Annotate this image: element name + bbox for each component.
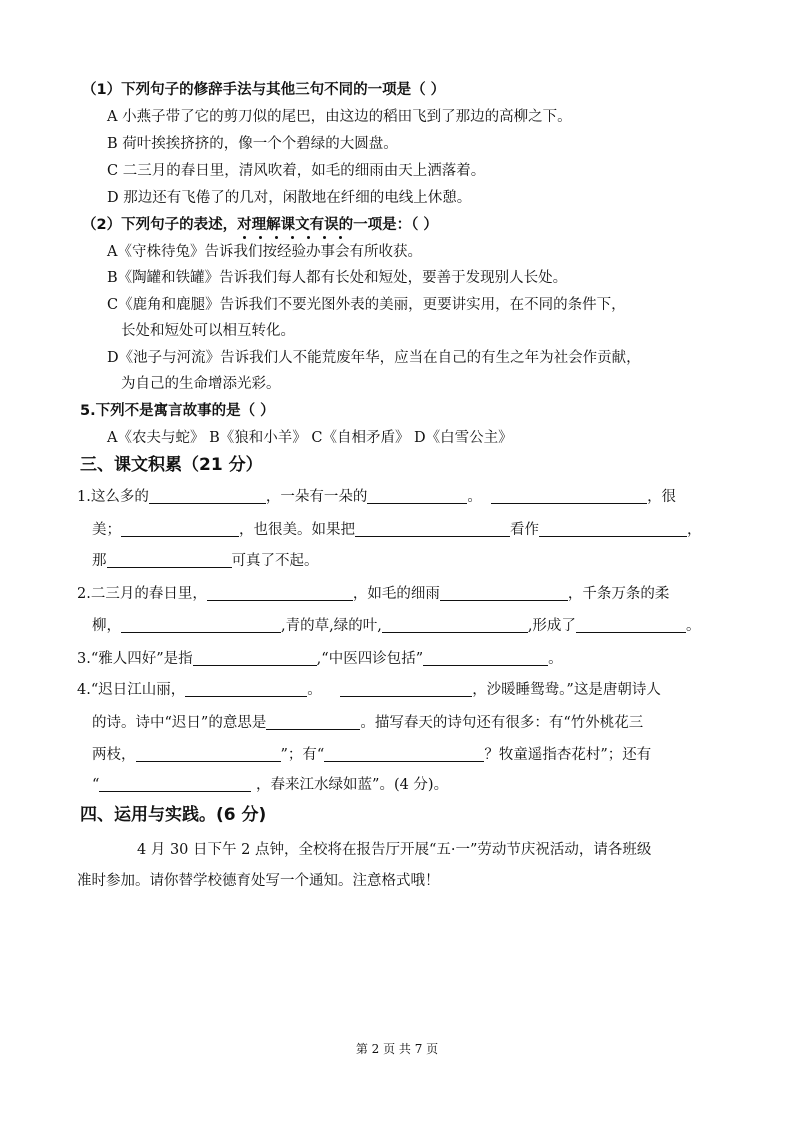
answer-blank[interactable]: [193, 649, 317, 666]
fill-item-1-text-8: ，: [687, 522, 702, 538]
section-4-prompt-line1: 4 月 30 日下午 2 点钟，全校将在报告厅开展“五·一”劳动节庆祝活动，请各班级: [137, 842, 652, 858]
answer-blank[interactable]: [121, 520, 239, 537]
fill-item-1-text-6: ，也很美。如果把: [239, 522, 355, 538]
fill-item-1-text-7: 看作: [510, 522, 539, 538]
question-2-title-start: （2）下列句子的表述，: [82, 217, 238, 233]
answer-blank[interactable]: [121, 616, 281, 633]
fill-item-4-line4: [92, 775, 448, 795]
fill-item-1-text-3: 。: [467, 489, 482, 505]
fill-item-2-text-6: ,形成了: [527, 618, 576, 634]
fill-item-1-text-2: ，一朵有一朵的: [265, 489, 368, 505]
question-2-option-d-line2: 为自己的生命增添光彩。: [121, 376, 281, 392]
question-2-option-b: B《陶罐和铁罐》告诉我们每人都有长处和短处，要善于发现别人长处。: [107, 270, 568, 286]
fill-item-4-text-4: 的诗。诗中“迟日”的意思是: [92, 715, 267, 731]
answer-blank[interactable]: [382, 616, 528, 633]
answer-blank[interactable]: [149, 487, 266, 504]
question-2-title-end: 的一项是：（ ）: [338, 217, 438, 233]
fill-item-2-text-3: ，千条万条的柔: [567, 586, 670, 602]
fill-item-2-text-5: ,青的草,绿的叶,: [281, 618, 382, 634]
question-2-title: [82, 215, 438, 235]
answer-blank[interactable]: [355, 520, 510, 537]
fill-item-1-line2: [92, 520, 702, 540]
fill-item-1-text-9: 那: [92, 553, 107, 569]
answer-blank[interactable]: [136, 745, 281, 762]
answer-blank[interactable]: [107, 551, 232, 568]
fill-item-1-line1: [77, 487, 676, 507]
fill-item-4-text-8: ？牧童遥指杏花村”；还有: [484, 747, 652, 763]
fill-item-2-text-2: ，如毛的细雨: [352, 586, 440, 602]
answer-blank[interactable]: [367, 487, 467, 504]
question-2-option-d-line1: D《池子与河流》告诉我们人不能荒废年华，应当在自己的有生之年为社会作贡献，: [107, 350, 641, 366]
answer-blank[interactable]: [576, 616, 686, 633]
answer-blank[interactable]: [324, 745, 484, 762]
fill-item-3-text-3: 。: [548, 651, 563, 667]
question-2-option-a: A《守株待兔》告诉我们按经验办事会有所收获。: [107, 244, 422, 260]
page-number: 第 2 页 共 7 页: [355, 1042, 439, 1056]
section-4-prompt-line2: 准时参加。请你替学校德育处写一个通知。注意格式哦！: [77, 873, 440, 889]
fill-item-4-text-9: “: [92, 777, 100, 793]
fill-item-3-text-1: 3.“雅人四好”是指: [77, 651, 193, 667]
answer-blank[interactable]: [266, 713, 360, 730]
answer-blank[interactable]: [185, 680, 307, 697]
fill-item-2-text-7: 。: [685, 618, 701, 634]
fill-item-4-text-10: ，春来江水绿如蓝”。(4 分)。: [256, 777, 449, 793]
answer-blank[interactable]: [539, 520, 687, 537]
answer-blank[interactable]: [491, 487, 647, 504]
answer-blank[interactable]: [99, 775, 251, 792]
fill-item-3: [77, 649, 563, 669]
question-5-options: A《农夫与蛇》 B《狼和小羊》 C《自相矛盾》 D《白雪公主》: [107, 430, 513, 446]
question-1-title: （1）下列句子的修辞手法与其他三句不同的一项是（ ）: [82, 82, 446, 98]
question-2-option-c-line1: C《鹿角和鹿腿》告诉我们不要光图外表的美丽，更要讲实用，在不同的条件下，: [107, 297, 626, 313]
question-1-option-c: C 二三月的春日里，清风吹着，如毛的细雨由天上洒落着。: [107, 163, 486, 179]
answer-blank[interactable]: [207, 584, 353, 601]
question-2-title-emphasis: 对理解课文有误: [237, 217, 339, 233]
fill-item-4-text-3: ，沙暖睡鸳鸯。”这是唐朝诗人: [472, 682, 661, 698]
fill-item-4-text-7: ”；有“: [280, 747, 325, 763]
fill-item-2-text-1: 2.二三月的春日里，: [77, 586, 207, 602]
fill-item-3-text-2: ,“中医四诊包括”: [316, 651, 424, 667]
fill-item-4-line2: [92, 713, 643, 733]
fill-item-4-line1: [77, 680, 661, 700]
section-3-heading: 三、课文积累（21 分）: [80, 455, 263, 475]
emphasis-dotted-text: [237, 217, 339, 233]
fill-item-2-text-4: 柳，: [92, 618, 121, 634]
fill-item-4-line3: [92, 745, 651, 765]
question-2-option-c-line2: 长处和短处可以相互转化。: [121, 323, 295, 339]
fill-item-1-text-5: 美；: [92, 522, 121, 538]
question-1-option-b: B 荷叶挨挨挤挤的，像一个个碧绿的大圆盘。: [107, 136, 398, 152]
fill-item-1-text-4: ，很: [647, 489, 677, 505]
fill-item-1-text-1: 1.这么多的: [77, 489, 149, 505]
answer-blank[interactable]: [440, 584, 568, 601]
question-5-title: 5.下列不是寓言故事的是（ ）: [80, 403, 275, 419]
answer-blank[interactable]: [340, 680, 472, 697]
fill-item-1-line3: [92, 551, 319, 571]
question-1-option-d: D 那边还有飞倦了的几对，闲散地在纤细的电线上休憩。: [107, 190, 472, 206]
fill-item-1-text-10: 可真了不起。: [231, 553, 319, 569]
fill-item-4-text-2: 。: [307, 682, 322, 698]
section-4-heading: 四、运用与实践。(6 分): [80, 805, 267, 825]
answer-blank[interactable]: [423, 649, 548, 666]
fill-item-4-text-6: 两枝，: [92, 747, 136, 763]
question-1-option-a: A 小燕子带了它的剪刀似的尾巴，由这边的稻田飞到了那边的高柳之下。: [107, 109, 572, 125]
fill-item-2-line1: [77, 584, 669, 604]
fill-item-4-text-1: 4.“迟日江山丽，: [77, 682, 186, 698]
fill-item-4-text-5: 。描写春天的诗句还有很多：有“竹外桃花三: [360, 715, 644, 731]
fill-item-2-line2: [92, 616, 700, 636]
